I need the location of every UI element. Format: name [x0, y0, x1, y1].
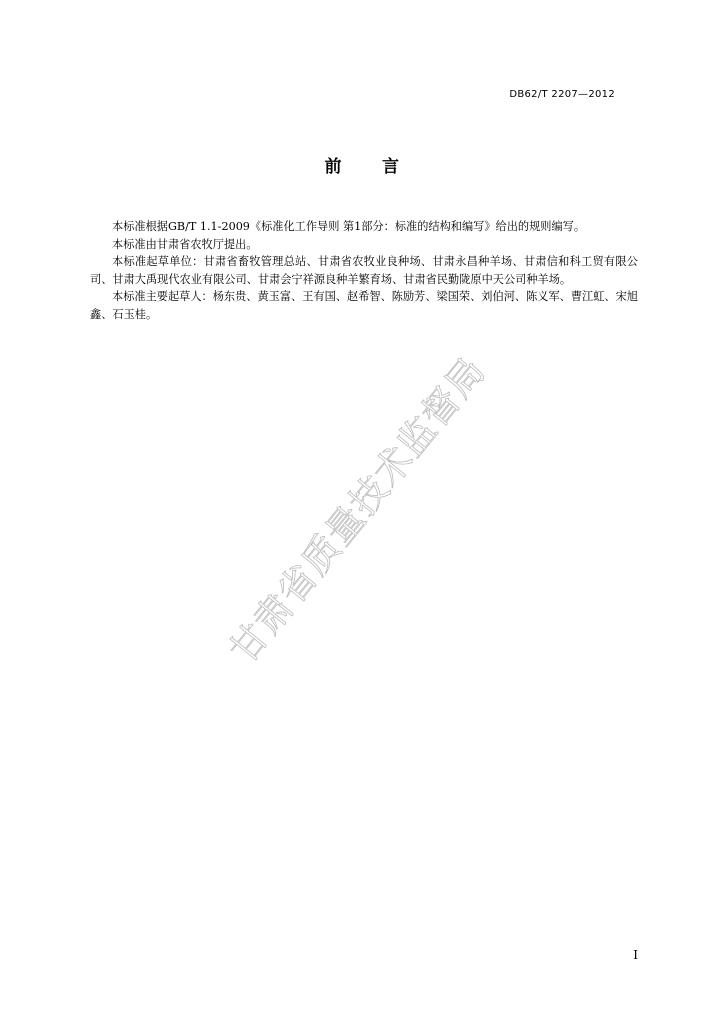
- paragraph-drafters: 本标准主要起草人：杨东贵、黄玉富、王有国、赵希智、陈励芳、梁国荣、刘伯河、陈义军、曹江虹、宋旭鑫、石玉桂。: [90, 290, 638, 321]
- title-char-2: 言: [382, 157, 400, 177]
- page-title: [0, 152, 724, 177]
- paragraph-drafting-units: 本标准起草单位：甘肃省畜牧管理总站、甘肃省农牧业良种场、甘肃永昌种羊场、甘肃信和科工贸有限公司、甘肃大禹现代农业有限公司、甘肃会宁祥源良种羊繁育场、甘肃省民勤陇原中天公司种羊场。: [90, 255, 638, 286]
- foreword-body: [90, 218, 638, 323]
- paragraph-proposer: 本标准由甘肃省农牧厅提出。: [112, 237, 258, 251]
- title-char-1: 前: [324, 157, 342, 177]
- paragraph-drafting-rules: 本标准根据GB/T 1.1-2009《标准化工作导则 第1部分：标准的结构和编写》给出的规则编写。: [112, 220, 586, 233]
- watermark: 甘肃省质量技术监督局: [221, 349, 494, 672]
- page-number: I: [633, 948, 638, 962]
- standard-code: DB62/T 2207—2012: [509, 89, 615, 100]
